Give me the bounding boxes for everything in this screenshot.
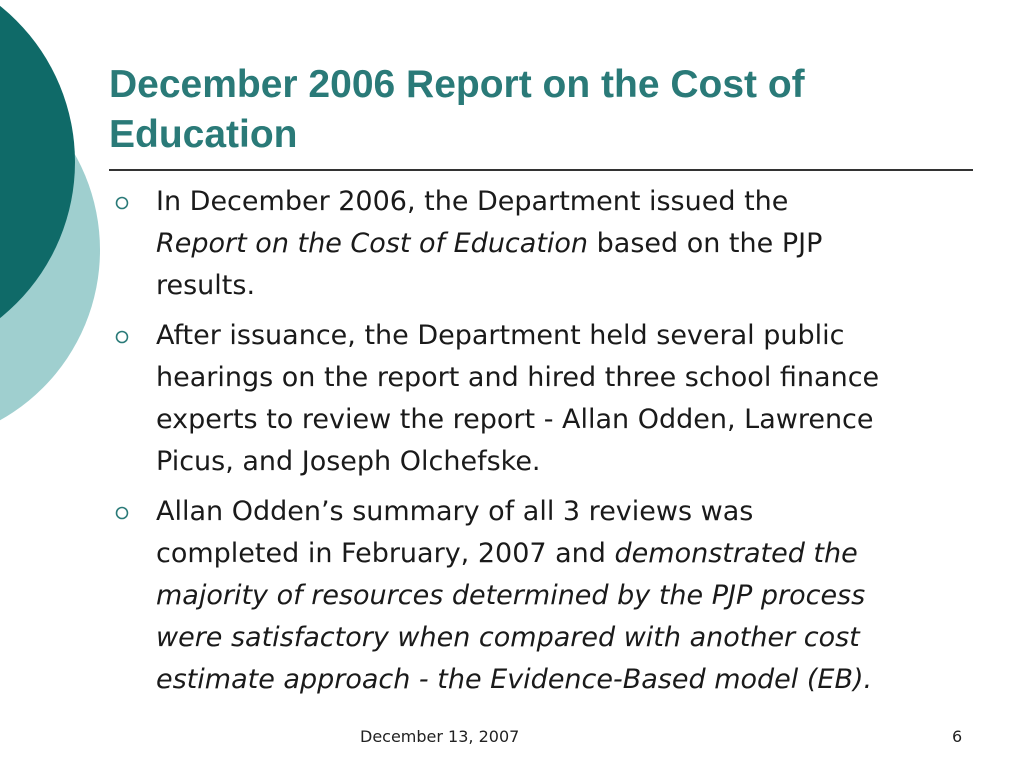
bullet-line [156,181,1022,223]
italic-text: Report on the Cost of Education [156,228,589,259]
body-text: Picus, and Joseph Olchefske. [156,446,541,477]
hollow-circle-bullet-icon [115,506,129,520]
bullet-line [156,441,1022,483]
bullet-line [156,315,1022,357]
hollow-circle-bullet-icon [115,330,129,344]
body-text: results. [156,270,256,301]
bullet-line [156,357,1022,399]
bullet-line [156,491,1022,533]
bullet-item-3 [156,491,1022,701]
bullet-line [156,575,1022,617]
bullet-item-2 [156,315,1022,483]
body-text: experts to review the report - Allan Odden, Lawrence [156,404,874,435]
footer-date: December 13, 2007 [360,727,520,746]
italic-text: demonstrated the [614,538,858,569]
bullet-item-1 [156,181,1022,307]
bullet-line [156,533,1022,575]
slide-title: December 2006 Report on the Cost of Education [109,63,805,156]
italic-text: estimate approach - the Evidence-Based model (EB). [156,664,873,695]
body-text: hearings on the report and hired three school finance [156,362,880,393]
body-text: Allan Odden’s summary of all 3 reviews was [156,496,754,527]
bullet-line [156,399,1022,441]
bullet-line [156,617,1022,659]
hollow-circle-bullet-icon [115,196,129,210]
body-text: completed in February, 2007 and [156,538,615,569]
bullet-line [156,659,1022,701]
italic-text: majority of resources determined by the PJP process [156,580,866,611]
title-divider [109,169,973,171]
bullet-line [156,223,1022,265]
page-number: 6 [952,727,963,746]
italic-text: were satisfactory when compared with another cost [156,622,860,653]
bullet-line [156,265,1022,307]
body-text: based on the PJP [588,228,823,259]
body-text: After issuance, the Department held several public [156,320,845,351]
body-text: In December 2006, the Department issued the [156,186,789,217]
